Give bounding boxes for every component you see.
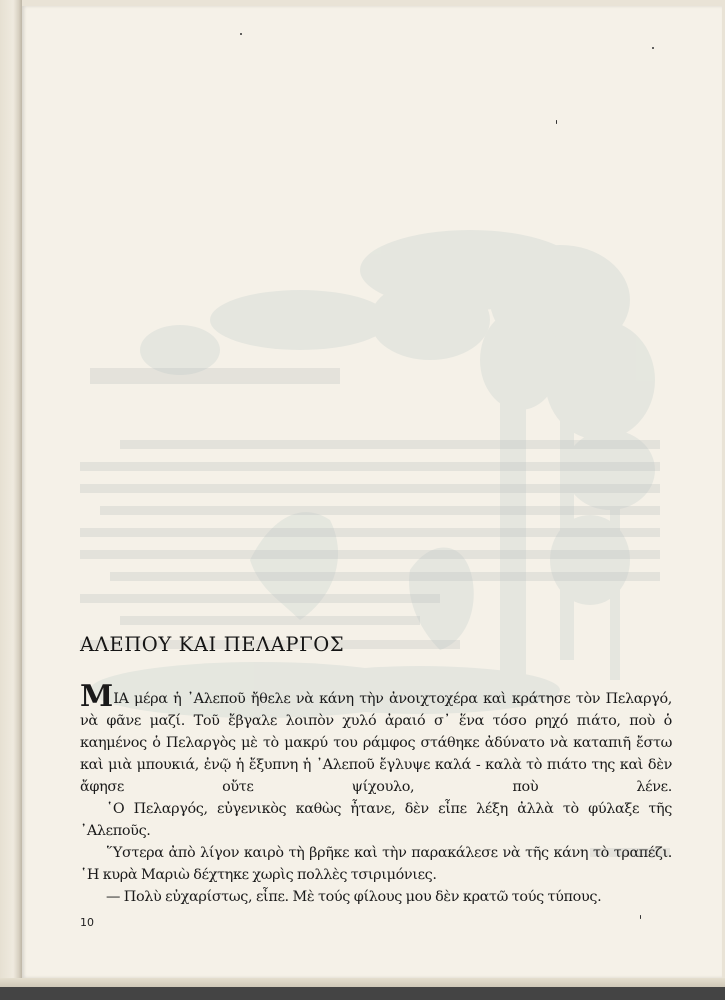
page-number: 10 — [80, 916, 94, 929]
scanner-bed — [0, 987, 725, 1000]
drop-cap: Μ — [80, 679, 114, 714]
story-title: ΑΛΕΠΟΥ ΚΑΙ ΠΕΛΑΡΓΟΣ — [80, 633, 345, 656]
book-spine-edge — [0, 0, 22, 985]
story-paragraph: ῞Υστερα ἀπὸ λίγον καιρὸ τὴ βρῆκε καὶ τὴν παρακάλεσε νὰ τῆς κάνη τὸ τραπέζι. ῾Η κυρὰ Μαριὼ δέχτηκε χωρὶς πολλὲς τσιριμόνιες. — [80, 845, 672, 883]
dust-speck — [556, 120, 557, 124]
dust-speck — [652, 47, 654, 49]
dust-speck — [240, 33, 242, 35]
story-paragraph: ῾Ο Πελαργός, εὐγενικὸς καθὼς ἦτανε, δὲν εἶπε λέξη ἀλλὰ τὸ φύλαξε τῆς ᾿Αλεποῦς. — [80, 801, 672, 839]
page-bottom-edge — [0, 978, 725, 987]
story-paragraph — [80, 679, 672, 798]
paragraph-text: ΙΑ μέρα ἡ ᾿Αλεποῦ ἤθελε νὰ κάνη τὴν ἀνοιχτοχέρα καὶ κράτησε τὸν Πελαργό, νὰ φᾶνε μαζί. Τοῦ ἔβγαλε λοιπὸν χυλό ἀραιό σ᾿ ἕνα τόσο ρηχό πιάτο, ποὺ ὁ καημένος ὁ Πελαργὸς μὲ τὸ μακρύ του ράμφος στάθηκε ἀδύνατο νὰ καταπιῆ ἔστω καὶ μιὰ μπουκιά, ἐνῷ ἡ ἔξυπνη ἡ ᾿Αλεποῦ ἔγλυψε καλά - καλὰ τὸ πιάτο της καὶ δὲν ἄφησε οὔτε ψίχουλο, ποὺ λένε. — [80, 691, 672, 795]
story-body — [80, 679, 672, 908]
story-paragraph: — Πολὺ εὐχαρίστως, εἶπε. Μὲ τούς φίλους μου δὲν κρατῶ τούς τύπους. — [106, 889, 602, 905]
dust-speck — [640, 915, 641, 919]
